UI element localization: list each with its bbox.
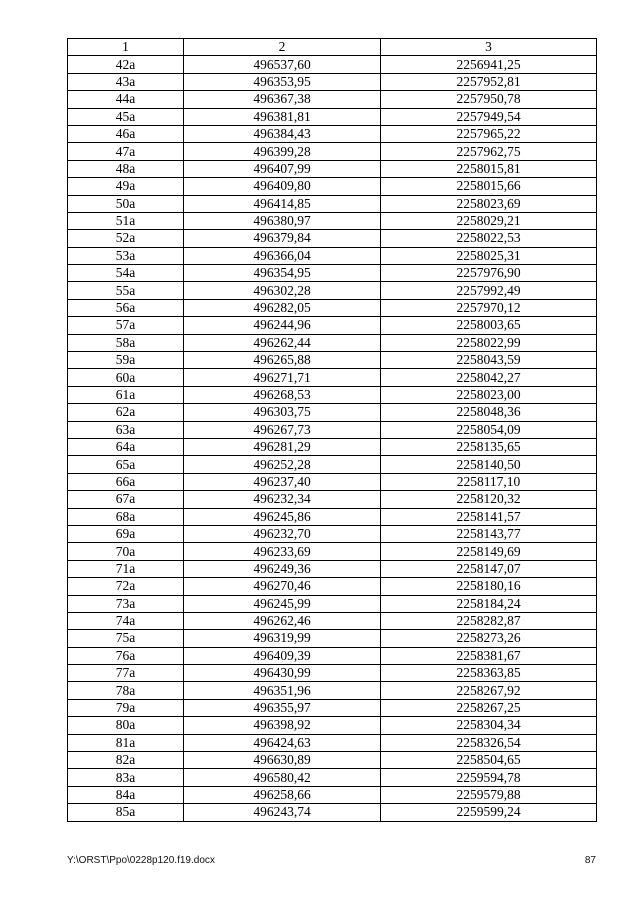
y-coordinate-cell: 2258003,65 (381, 317, 597, 334)
point-id-cell: 73a (68, 595, 184, 612)
point-id-cell: 42a (68, 56, 184, 73)
point-id-cell: 74a (68, 612, 184, 629)
y-coordinate-cell: 2258149,69 (381, 543, 597, 560)
point-id-cell: 77a (68, 665, 184, 682)
point-id-cell: 54a (68, 265, 184, 282)
point-id-cell: 71a (68, 560, 184, 577)
table-row (68, 73, 597, 90)
y-coordinate-cell: 2258381,67 (381, 647, 597, 664)
x-coordinate-cell: 496351,96 (184, 682, 381, 699)
table-row (68, 752, 597, 769)
table-row (68, 508, 597, 525)
table-row (68, 230, 597, 247)
table-row (68, 143, 597, 160)
point-id-cell: 46a (68, 125, 184, 142)
y-coordinate-cell: 2257949,54 (381, 108, 597, 125)
table-row (68, 630, 597, 647)
point-id-cell: 58a (68, 334, 184, 351)
point-id-cell: 50a (68, 195, 184, 212)
table-row (68, 456, 597, 473)
x-coordinate-cell: 496379,84 (184, 230, 381, 247)
table-row (68, 369, 597, 386)
x-coordinate-cell: 496380,97 (184, 212, 381, 229)
table-row (68, 160, 597, 177)
table-body (68, 56, 597, 821)
point-id-cell: 67a (68, 491, 184, 508)
point-id-cell: 80a (68, 717, 184, 734)
table-row (68, 334, 597, 351)
y-coordinate-cell: 2258022,53 (381, 230, 597, 247)
table-row (68, 265, 597, 282)
point-id-cell: 66a (68, 473, 184, 490)
table-row (68, 699, 597, 716)
x-coordinate-cell: 496384,43 (184, 125, 381, 142)
table-row (68, 212, 597, 229)
x-coordinate-cell: 496282,05 (184, 299, 381, 316)
y-coordinate-cell: 2259579,88 (381, 786, 597, 803)
x-coordinate-cell: 496537,60 (184, 56, 381, 73)
x-coordinate-cell: 496430,99 (184, 665, 381, 682)
y-coordinate-cell: 2258023,69 (381, 195, 597, 212)
x-coordinate-cell: 496233,69 (184, 543, 381, 560)
table-row (68, 473, 597, 490)
point-id-cell: 65a (68, 456, 184, 473)
y-coordinate-cell: 2258140,50 (381, 456, 597, 473)
footer-page-number: 87 (584, 855, 596, 866)
x-coordinate-cell: 496243,74 (184, 804, 381, 821)
x-coordinate-cell: 496366,04 (184, 247, 381, 264)
y-coordinate-cell: 2257970,12 (381, 299, 597, 316)
table-row (68, 682, 597, 699)
x-coordinate-cell: 496262,46 (184, 612, 381, 629)
y-coordinate-cell: 2257976,90 (381, 265, 597, 282)
x-coordinate-cell: 496262,44 (184, 334, 381, 351)
table-row (68, 491, 597, 508)
table-row (68, 404, 597, 421)
y-coordinate-cell: 2256941,25 (381, 56, 597, 73)
y-coordinate-cell: 2257962,75 (381, 143, 597, 160)
table-row (68, 525, 597, 542)
y-coordinate-cell: 2258184,24 (381, 595, 597, 612)
point-id-cell: 56a (68, 299, 184, 316)
point-id-cell: 59a (68, 352, 184, 369)
x-coordinate-cell: 496252,28 (184, 456, 381, 473)
point-id-cell: 61a (68, 386, 184, 403)
x-coordinate-cell: 496354,95 (184, 265, 381, 282)
point-id-cell: 64a (68, 438, 184, 455)
point-id-cell: 76a (68, 647, 184, 664)
y-coordinate-cell: 2257950,78 (381, 91, 597, 108)
point-id-cell: 72a (68, 578, 184, 595)
table-row (68, 317, 597, 334)
y-coordinate-cell: 2258141,57 (381, 508, 597, 525)
x-coordinate-cell: 496270,46 (184, 578, 381, 595)
table-row (68, 108, 597, 125)
x-coordinate-cell: 496249,36 (184, 560, 381, 577)
table-row (68, 299, 597, 316)
x-coordinate-cell: 496353,95 (184, 73, 381, 90)
table-row (68, 543, 597, 560)
y-coordinate-cell: 2257965,22 (381, 125, 597, 142)
x-coordinate-cell: 496414,85 (184, 195, 381, 212)
y-coordinate-cell: 2258304,34 (381, 717, 597, 734)
x-coordinate-cell: 496245,99 (184, 595, 381, 612)
x-coordinate-cell: 496271,71 (184, 369, 381, 386)
y-coordinate-cell: 2258267,25 (381, 699, 597, 716)
footer-file-path: Y:\ORST\Ppo\0228p120.f19.docx (67, 855, 215, 866)
table-row (68, 734, 597, 751)
x-coordinate-cell: 496381,81 (184, 108, 381, 125)
table-header (68, 39, 597, 56)
y-coordinate-cell: 2258267,92 (381, 682, 597, 699)
y-coordinate-cell: 2258022,99 (381, 334, 597, 351)
point-id-cell: 51a (68, 212, 184, 229)
point-id-cell: 63a (68, 421, 184, 438)
table-row (68, 56, 597, 73)
point-id-cell: 83a (68, 769, 184, 786)
table-row (68, 386, 597, 403)
table-row (68, 804, 597, 821)
y-coordinate-cell: 2258326,54 (381, 734, 597, 751)
x-coordinate-cell: 496367,38 (184, 91, 381, 108)
point-id-cell: 75a (68, 630, 184, 647)
header-cell-1: 1 (68, 39, 184, 56)
table-row (68, 717, 597, 734)
y-coordinate-cell: 2257992,49 (381, 282, 597, 299)
x-coordinate-cell: 496355,97 (184, 699, 381, 716)
point-id-cell: 78a (68, 682, 184, 699)
header-cell-2: 2 (184, 39, 381, 56)
table-row (68, 769, 597, 786)
y-coordinate-cell: 2258117,10 (381, 473, 597, 490)
x-coordinate-cell: 496409,39 (184, 647, 381, 664)
point-id-cell: 81a (68, 734, 184, 751)
x-coordinate-cell: 496630,89 (184, 752, 381, 769)
y-coordinate-cell: 2258147,07 (381, 560, 597, 577)
point-id-cell: 84a (68, 786, 184, 803)
table-row (68, 421, 597, 438)
y-coordinate-cell: 2259599,24 (381, 804, 597, 821)
x-coordinate-cell: 496245,86 (184, 508, 381, 525)
y-coordinate-cell: 2258029,21 (381, 212, 597, 229)
x-coordinate-cell: 496232,70 (184, 525, 381, 542)
point-id-cell: 44a (68, 91, 184, 108)
table-row (68, 247, 597, 264)
x-coordinate-cell: 496303,75 (184, 404, 381, 421)
point-id-cell: 47a (68, 143, 184, 160)
point-id-cell: 48a (68, 160, 184, 177)
table-row (68, 647, 597, 664)
y-coordinate-cell: 2258042,27 (381, 369, 597, 386)
y-coordinate-cell: 2258363,85 (381, 665, 597, 682)
y-coordinate-cell: 2258054,09 (381, 421, 597, 438)
table-row (68, 595, 597, 612)
x-coordinate-cell: 496407,99 (184, 160, 381, 177)
table-row (68, 352, 597, 369)
point-id-cell: 70a (68, 543, 184, 560)
point-id-cell: 57a (68, 317, 184, 334)
point-id-cell: 55a (68, 282, 184, 299)
page-footer (67, 855, 596, 866)
table-row (68, 178, 597, 195)
point-id-cell: 69a (68, 525, 184, 542)
coordinates-table (67, 38, 597, 822)
header-cell-3: 3 (381, 39, 597, 56)
x-coordinate-cell: 496580,42 (184, 769, 381, 786)
header-row (68, 39, 597, 56)
x-coordinate-cell: 496409,80 (184, 178, 381, 195)
table-row (68, 282, 597, 299)
x-coordinate-cell: 496237,40 (184, 473, 381, 490)
y-coordinate-cell: 2257952,81 (381, 73, 597, 90)
x-coordinate-cell: 496232,34 (184, 491, 381, 508)
table-row (68, 125, 597, 142)
table-row (68, 665, 597, 682)
y-coordinate-cell: 2258120,32 (381, 491, 597, 508)
x-coordinate-cell: 496244,96 (184, 317, 381, 334)
table-row (68, 91, 597, 108)
point-id-cell: 85a (68, 804, 184, 821)
x-coordinate-cell: 496265,88 (184, 352, 381, 369)
y-coordinate-cell: 2258048,36 (381, 404, 597, 421)
point-id-cell: 49a (68, 178, 184, 195)
y-coordinate-cell: 2258025,31 (381, 247, 597, 264)
point-id-cell: 82a (68, 752, 184, 769)
point-id-cell: 62a (68, 404, 184, 421)
x-coordinate-cell: 496424,63 (184, 734, 381, 751)
table-row (68, 612, 597, 629)
y-coordinate-cell: 2258015,81 (381, 160, 597, 177)
x-coordinate-cell: 496399,28 (184, 143, 381, 160)
x-coordinate-cell: 496281,29 (184, 438, 381, 455)
y-coordinate-cell: 2259594,78 (381, 769, 597, 786)
table-row (68, 560, 597, 577)
point-id-cell: 79a (68, 699, 184, 716)
y-coordinate-cell: 2258015,66 (381, 178, 597, 195)
point-id-cell: 52a (68, 230, 184, 247)
x-coordinate-cell: 496268,53 (184, 386, 381, 403)
y-coordinate-cell: 2258043,59 (381, 352, 597, 369)
x-coordinate-cell: 496319,99 (184, 630, 381, 647)
point-id-cell: 43a (68, 73, 184, 90)
point-id-cell: 53a (68, 247, 184, 264)
table-row (68, 195, 597, 212)
x-coordinate-cell: 496267,73 (184, 421, 381, 438)
y-coordinate-cell: 2258180,16 (381, 578, 597, 595)
x-coordinate-cell: 496302,28 (184, 282, 381, 299)
y-coordinate-cell: 2258504,65 (381, 752, 597, 769)
point-id-cell: 60a (68, 369, 184, 386)
y-coordinate-cell: 2258273,26 (381, 630, 597, 647)
table-row (68, 438, 597, 455)
y-coordinate-cell: 2258135,65 (381, 438, 597, 455)
table-row (68, 786, 597, 803)
table-row (68, 578, 597, 595)
y-coordinate-cell: 2258282,87 (381, 612, 597, 629)
y-coordinate-cell: 2258023,00 (381, 386, 597, 403)
x-coordinate-cell: 496258,66 (184, 786, 381, 803)
x-coordinate-cell: 496398,92 (184, 717, 381, 734)
point-id-cell: 68a (68, 508, 184, 525)
point-id-cell: 45a (68, 108, 184, 125)
y-coordinate-cell: 2258143,77 (381, 525, 597, 542)
